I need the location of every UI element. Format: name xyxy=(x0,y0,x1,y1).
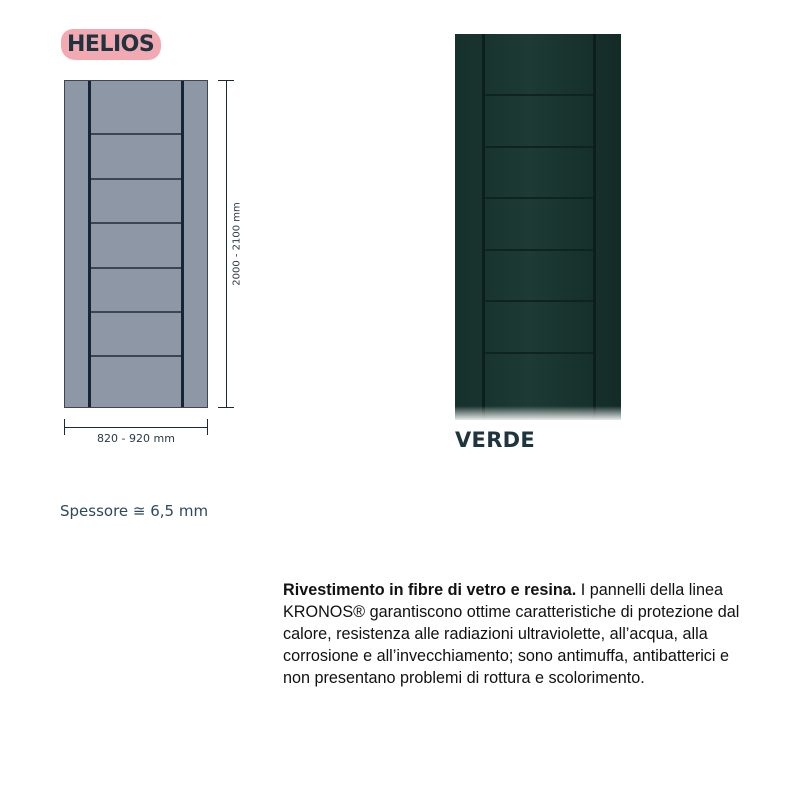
photo-bottom-fade xyxy=(455,406,621,420)
door-groove xyxy=(91,178,181,180)
height-dimension-tick-bottom xyxy=(218,407,234,408)
width-dimension-line xyxy=(64,427,208,428)
door-technical-drawing xyxy=(64,80,208,408)
height-dimension-tick-top xyxy=(218,80,234,81)
photo-groove xyxy=(485,249,593,251)
photo-groove xyxy=(485,94,593,96)
finish-color-label: VERDE xyxy=(455,428,536,452)
photo-groove xyxy=(485,146,593,148)
description-lead: Rivestimento in fibre di vetro e resina. xyxy=(283,581,577,599)
product-description xyxy=(283,579,753,689)
door-right-stile xyxy=(181,81,184,407)
photo-groove xyxy=(485,300,593,302)
photo-left-stile xyxy=(482,34,485,420)
photo-groove xyxy=(485,352,593,354)
door-left-stile xyxy=(88,81,91,407)
door-groove xyxy=(91,133,181,135)
height-dimension-line xyxy=(226,80,227,408)
door-photo-verde xyxy=(455,34,621,420)
door-groove xyxy=(91,267,181,269)
width-dimension-label: 820 - 920 mm xyxy=(97,432,175,445)
photo-groove xyxy=(485,197,593,199)
photo-right-stile xyxy=(593,34,596,420)
height-dimension-label: 2000 - 2100 mm xyxy=(231,202,243,286)
thickness-label: Spessore ≅ 6,5 mm xyxy=(60,502,209,520)
description-body: I pannelli della linea KRONOS® garantiscono ottime caratteristiche di protezione dal calore, resistenza alle radiazioni ultraviolette, all’acqua, alla corrosione e all’invecchiamento; sono antimuffa, antibatterici e non presentano problemi di rottura e scolorimento. xyxy=(283,581,740,687)
door-groove xyxy=(91,311,181,313)
door-groove xyxy=(91,355,181,357)
model-title: HELIOS xyxy=(61,29,161,60)
door-groove xyxy=(91,222,181,224)
